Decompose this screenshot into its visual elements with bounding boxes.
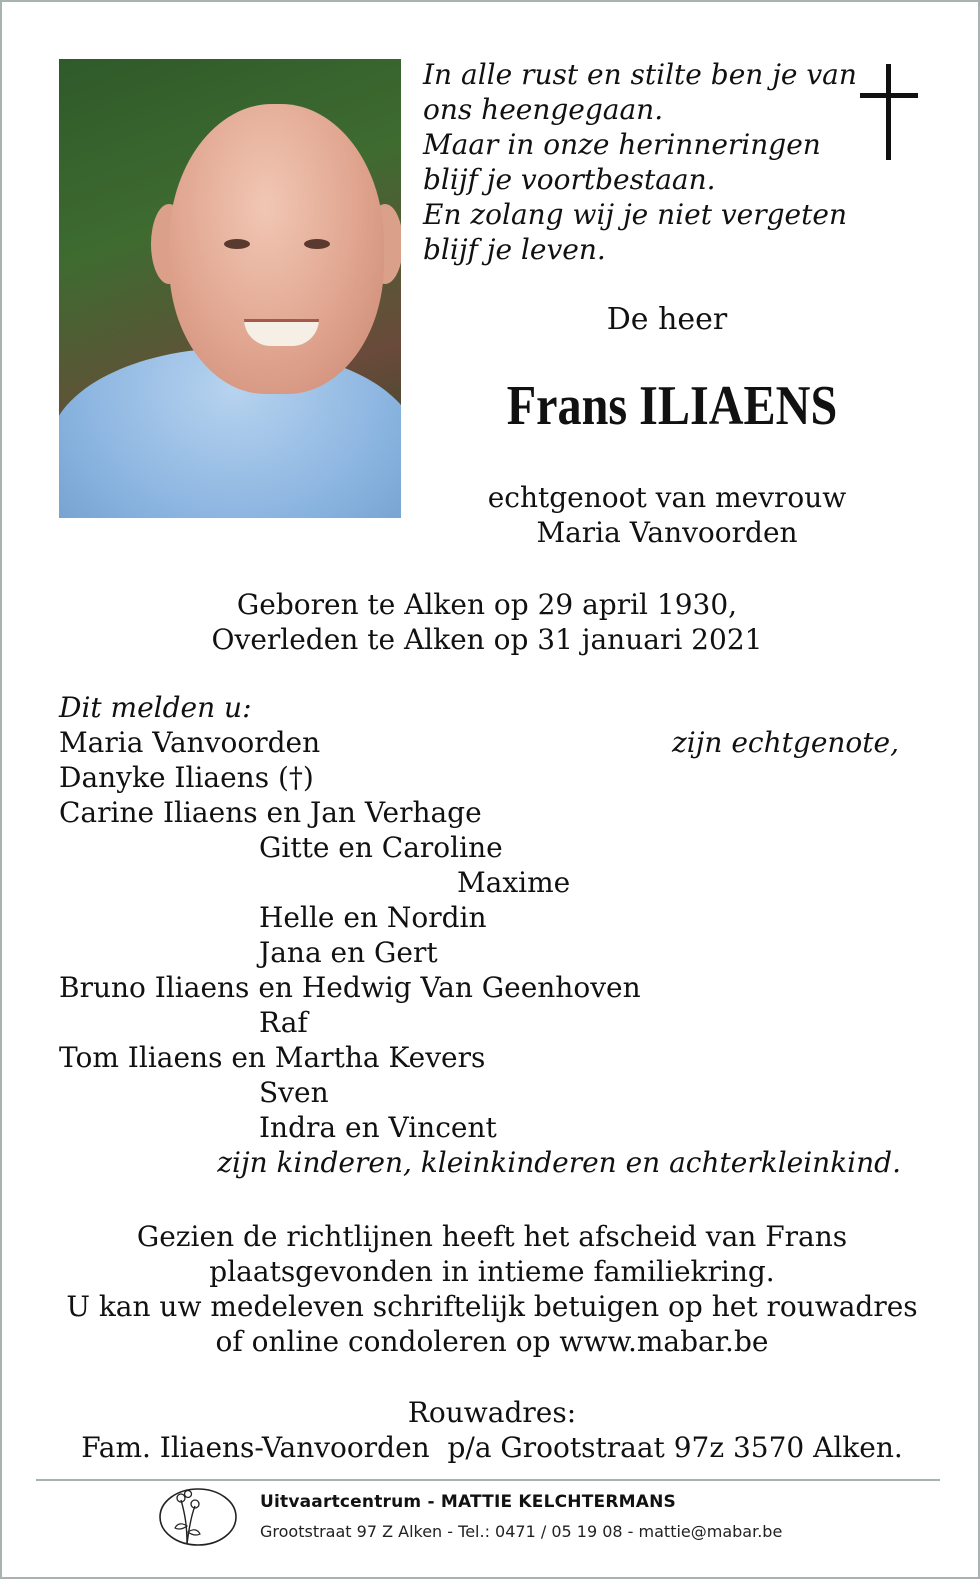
list-item: Indra en Vincent: [259, 1111, 497, 1144]
mourning-address: [42, 1395, 942, 1465]
photo-head: [169, 104, 384, 394]
deceased-name: Frans ILIAENS: [506, 375, 838, 437]
address-line: Fam. Iliaens-Vanvoorden p/a Grootstraat 97z 3570 Alken.: [81, 1431, 903, 1464]
family-closing-row: [59, 1145, 909, 1180]
funeral-home-contact: Grootstraat 97 Z Alken - Tel.: 0471 / 05 19 08 - mattie@mabar.be: [260, 1522, 783, 1541]
family-spouse-row: [59, 725, 909, 760]
notice-line: of online condoleren op www.mabar.be: [215, 1325, 769, 1358]
list-item: Sven: [259, 1076, 329, 1109]
list-item: Helle en Nordin: [259, 901, 487, 934]
poem-line: In alle rust en stilte ben je van: [423, 58, 857, 91]
spouse-line-1: echtgenoot van mevrouw: [487, 481, 847, 514]
poem-line: En zolang wij je niet vergeten: [423, 198, 847, 231]
cross-icon: [860, 64, 918, 160]
poem: [423, 57, 857, 267]
list-item: Danyke Iliaens (†): [59, 761, 314, 794]
funeral-home-info: [260, 1492, 782, 1541]
list-item: Carine Iliaens en Jan Verhage: [59, 796, 482, 829]
list-item: Tom Iliaens en Martha Kevers: [59, 1041, 486, 1074]
poem-line: blijf je leven.: [423, 233, 606, 266]
flower-logo-icon: [157, 1486, 239, 1548]
spouse-info: [442, 480, 892, 550]
notice-line: plaatsgevonden in intieme familiekring.: [209, 1255, 775, 1288]
death-date: Overleden te Alken op 31 januari 2021: [211, 623, 763, 656]
family-closing: zijn kinderen, kleinkinderen en achterkleinkind.: [217, 1146, 901, 1179]
address-label: Rouwadres:: [407, 1396, 577, 1429]
birth-date: Geboren te Alken op 29 april 1930,: [236, 588, 738, 621]
family-spouse-role: zijn echtgenote,: [672, 726, 899, 759]
funeral-home-name: Uitvaartcentrum - MATTIE KELCHTERMANS: [260, 1492, 676, 1512]
family-list: [59, 690, 909, 1180]
notice-line: Gezien de richtlijnen heeft het afscheid van Frans: [136, 1220, 848, 1253]
life-dates: [152, 587, 822, 657]
list-item: Raf: [259, 1006, 308, 1039]
notice-line: U kan uw medeleven schriftelijk betuigen op het rouwadres: [66, 1290, 918, 1323]
spouse-line-2: Maria Vanvoorden: [536, 516, 798, 549]
list-item: Maxime: [457, 866, 571, 899]
poem-line: ons heengegaan.: [423, 93, 664, 126]
list-item: Jana en Gert: [259, 936, 438, 969]
family-spouse-name: Maria Vanvoorden: [59, 726, 321, 759]
portrait-photo: [59, 59, 401, 518]
list-item: Gitte en Caroline: [259, 831, 503, 864]
farewell-notice: [42, 1219, 942, 1359]
poem-line: blijf je voortbestaan.: [423, 163, 716, 196]
list-item: Bruno Iliaens en Hedwig Van Geenhoven: [59, 971, 641, 1004]
family-intro: Dit melden u:: [59, 691, 252, 724]
photo-eye-left: [224, 239, 250, 249]
footer-divider: [36, 1479, 940, 1481]
photo-eye-right: [304, 239, 330, 249]
poem-line: Maar in onze herinneringen: [423, 128, 821, 161]
honorific: De heer: [606, 302, 728, 337]
